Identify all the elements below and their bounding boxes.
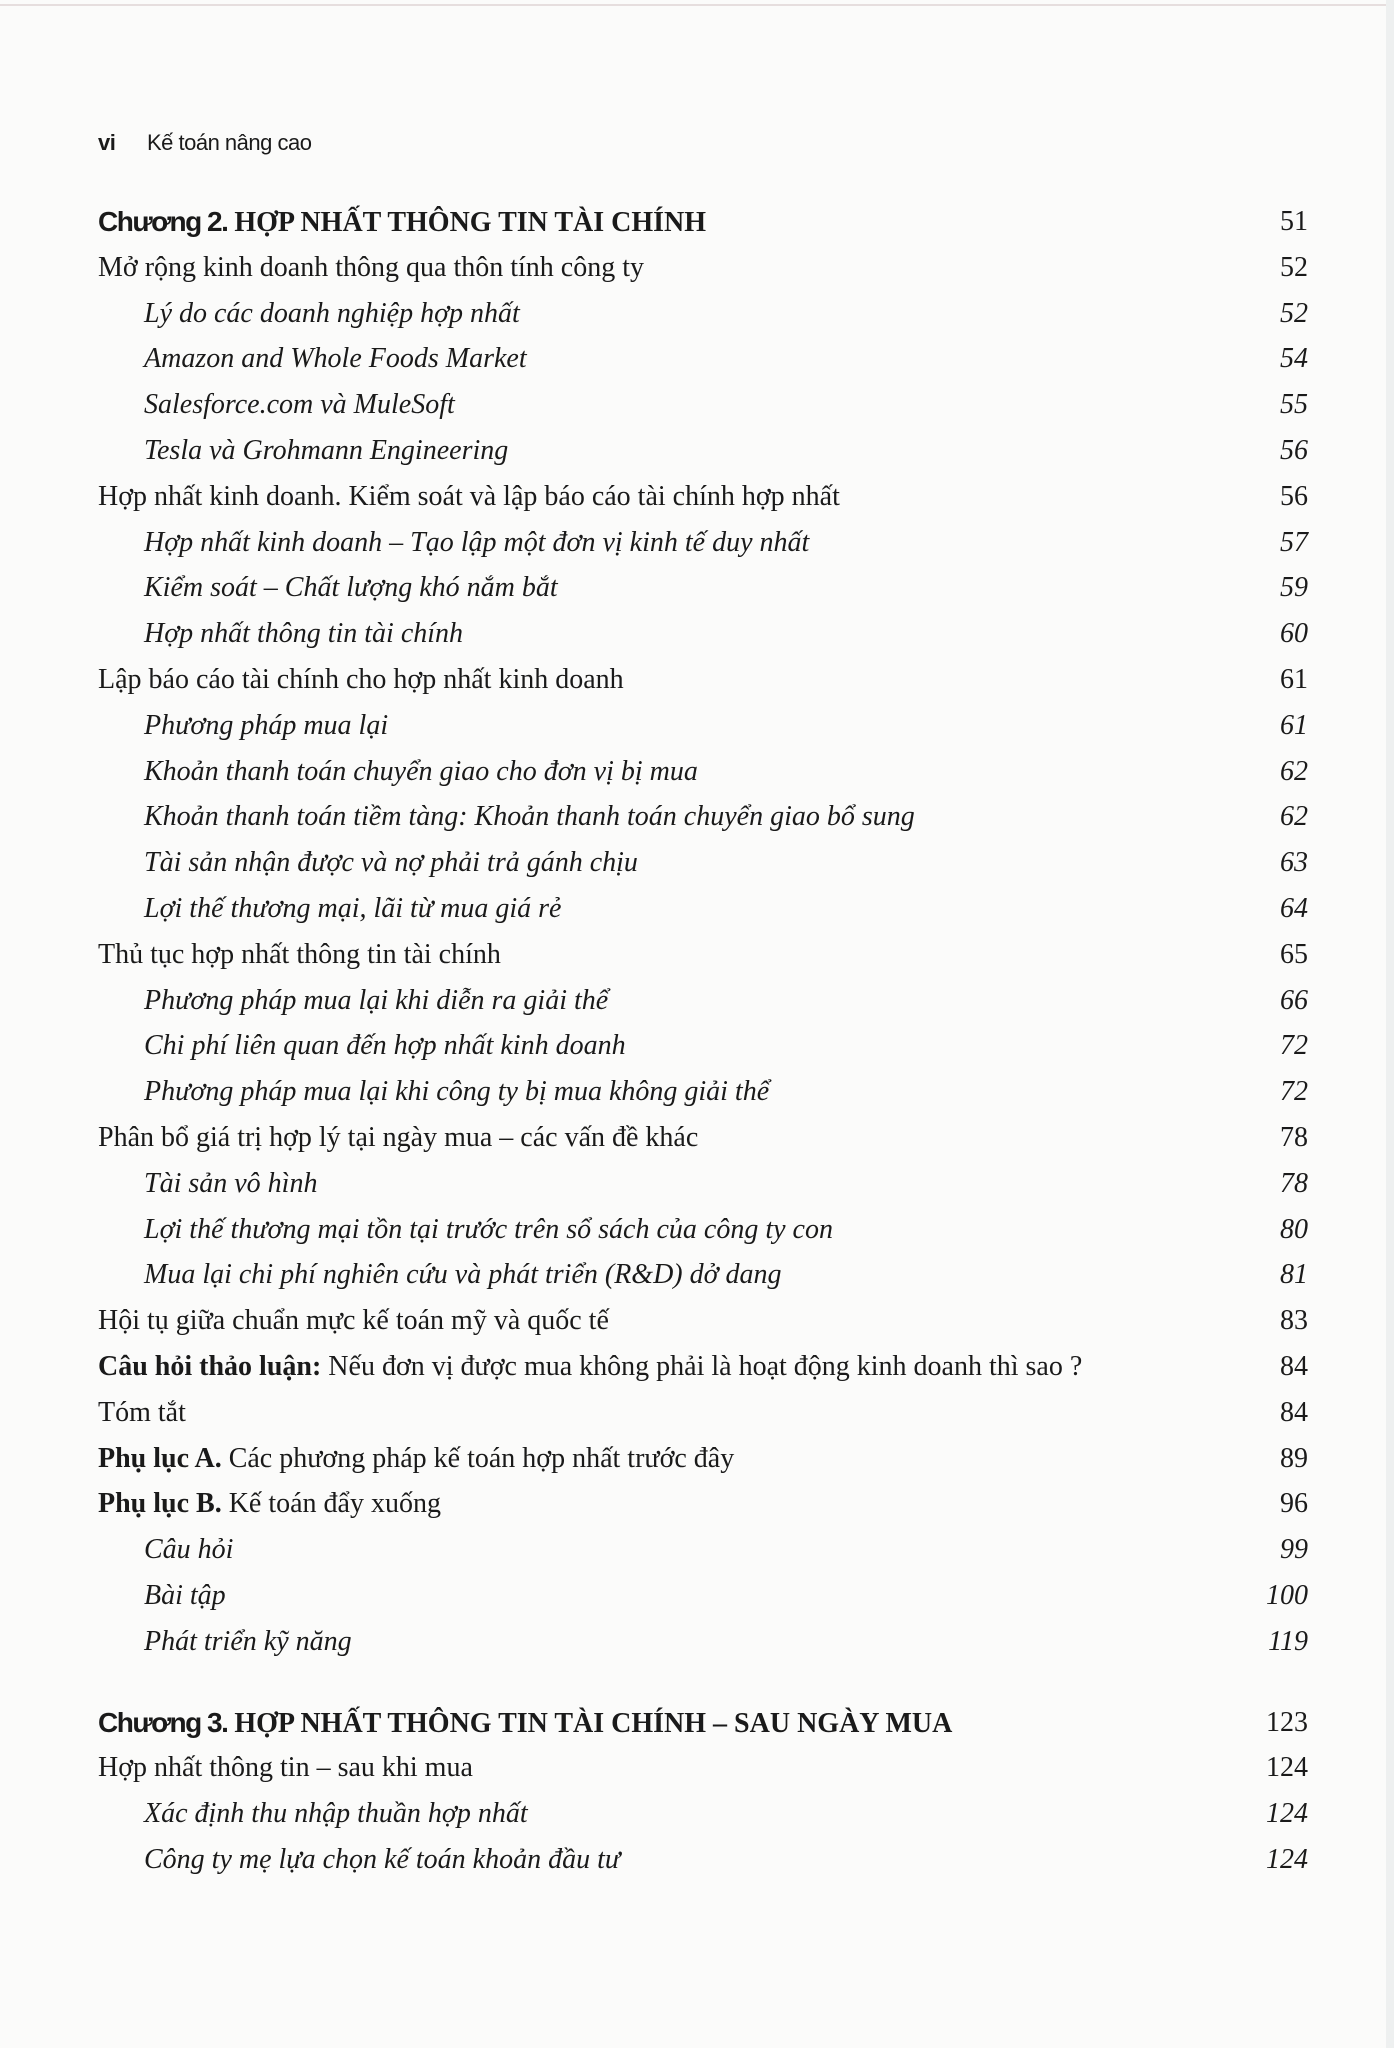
chapter-name: HỢP NHẤT THÔNG TIN TÀI CHÍNH – SAU NGÀY MUA <box>234 1707 953 1739</box>
toc-entry-page-number: 89 <box>1280 1442 1308 1474</box>
toc-entry-page-number: 54 <box>1280 343 1308 375</box>
toc-entry <box>98 1207 1308 1253</box>
toc-entry <box>98 1069 1308 1115</box>
chapter-label: Chương 3. <box>98 1706 228 1738</box>
toc-entry-title <box>98 1344 1082 1390</box>
toc-entry-title <box>98 1390 186 1436</box>
toc-entry <box>98 611 1308 657</box>
toc-entry <box>98 245 1308 291</box>
toc-entry-text: Mua lại chi phí nghiên cứu và phát triển (R&D) dở dang <box>144 1259 782 1291</box>
toc-entry <box>98 978 1308 1024</box>
toc-entry-text: Câu hỏi <box>144 1534 234 1566</box>
toc-entry-title <box>144 1573 226 1619</box>
toc-entry-title <box>144 520 809 566</box>
toc-entry-bold-label: Câu hỏi thảo luận: <box>98 1350 322 1382</box>
toc-entry <box>98 1837 1308 1883</box>
toc-entry-title <box>98 245 644 291</box>
toc-entry-title <box>144 382 455 428</box>
toc-entry-title <box>144 840 638 886</box>
toc-entry-text: Xác định thu nhập thuần hợp nhất <box>144 1798 528 1830</box>
toc-entry-page-number: 62 <box>1280 801 1308 833</box>
toc-entry-title <box>144 1837 620 1883</box>
header-page-number: vi <box>98 130 116 155</box>
toc-entry-title <box>144 978 608 1024</box>
toc-entry-title <box>144 1069 769 1115</box>
toc-entry-page-number: 56 <box>1280 434 1308 466</box>
toc-entry-page-number: 65 <box>1280 938 1308 970</box>
toc-entry-page-number: 124 <box>1266 1752 1308 1784</box>
toc-entry-page-number: 60 <box>1280 618 1308 650</box>
toc-entry-title <box>144 749 698 795</box>
toc-entry-page-number: 62 <box>1280 755 1308 787</box>
chapter-title <box>98 199 706 246</box>
toc-entry-page-number: 63 <box>1280 847 1308 879</box>
toc-entry-page-number: 83 <box>1280 1305 1308 1337</box>
toc-entry <box>98 657 1308 703</box>
toc-entry <box>98 382 1308 428</box>
toc-entry-page-number: 96 <box>1280 1488 1308 1520</box>
toc-entry <box>98 520 1308 566</box>
header-book-title: Kế toán nâng cao <box>146 130 312 155</box>
toc-entry-page-number: 84 <box>1280 1350 1308 1382</box>
toc-entry <box>98 565 1308 611</box>
toc-entry-text: Công ty mẹ lựa chọn kế toán khoản đầu tư <box>144 1843 621 1875</box>
toc-entry-title <box>144 1791 528 1837</box>
toc-entry-title <box>144 1252 782 1298</box>
toc-entry-text: Tesla và Grohmann Engineering <box>144 434 509 466</box>
toc-entry <box>98 474 1308 520</box>
toc-entry <box>98 1298 1308 1344</box>
toc-entry <box>98 703 1308 749</box>
toc-entry <box>98 840 1308 886</box>
toc-entry-page-number: 57 <box>1280 526 1308 558</box>
toc-entry-page-number: 99 <box>1280 1534 1308 1566</box>
chapter-page-number: 51 <box>1280 206 1308 237</box>
toc-entry-text: Kiểm soát – Chất lượng khó nắm bắt <box>144 572 558 604</box>
toc-entry <box>98 794 1308 840</box>
toc-entry-page-number: 59 <box>1280 572 1308 604</box>
toc-entry-text: Lợi thế thương mại, lãi từ mua giá rẻ <box>144 892 562 924</box>
toc-entry-title <box>98 1115 698 1161</box>
toc-entry-title <box>98 1436 734 1482</box>
toc-entry-title <box>144 794 915 840</box>
chapter-name: HỢP NHẤT THÔNG TIN TÀI CHÍNH <box>234 207 707 238</box>
toc-entry-page-number: 64 <box>1280 892 1308 924</box>
toc-entry-text: Khoản thanh toán tiềm tàng: Khoản thanh toán chuyển giao bổ sung <box>144 801 915 833</box>
toc-entry-title <box>144 565 558 611</box>
toc-entry-text: Kế toán đẩy xuống <box>221 1488 441 1520</box>
toc-entry-title <box>98 1298 609 1344</box>
toc-entry-page-number: 119 <box>1268 1625 1308 1657</box>
toc-entry-page-number: 78 <box>1280 1121 1308 1153</box>
toc-entry-title <box>144 291 520 337</box>
toc-entry-page-number: 81 <box>1280 1259 1308 1291</box>
toc-entry <box>98 1527 1308 1573</box>
toc-entry-page-number: 52 <box>1280 297 1308 329</box>
toc-entry-page-number: 100 <box>1266 1579 1308 1611</box>
toc-entry-page-number: 72 <box>1280 1076 1308 1108</box>
toc-entry-title <box>144 611 463 657</box>
toc-entry-page-number: 72 <box>1280 1030 1308 1062</box>
toc-entry-text: Khoản thanh toán chuyển giao cho đơn vị bị mua <box>144 755 698 787</box>
toc-entry-title <box>144 1619 352 1665</box>
toc-entry-page-number: 84 <box>1280 1396 1308 1428</box>
toc-entry-title <box>98 1745 473 1791</box>
toc-entry-text: Amazon and Whole Foods Market <box>144 343 527 375</box>
toc-entry-text: Phương pháp mua lại khi công ty bị mua không giải thể <box>144 1076 770 1108</box>
page-right-edge <box>1386 0 1394 2048</box>
toc-entry-page-number: 80 <box>1280 1213 1308 1245</box>
toc-entry-text: Hội tụ giữa chuẩn mực kế toán mỹ và quốc tế <box>98 1305 609 1337</box>
toc-entry-page-number: 61 <box>1280 663 1308 695</box>
toc-entry-text: Thủ tục hợp nhất thông tin tài chính <box>98 938 501 970</box>
toc-entry-text: Phương pháp mua lại <box>144 709 389 741</box>
toc-entry <box>98 428 1308 474</box>
toc-entry-title <box>98 657 624 703</box>
toc-entry-title <box>144 1527 233 1573</box>
toc-entry <box>98 336 1308 382</box>
toc-entry-text: Tài sản vô hình <box>144 1167 318 1199</box>
toc-entry-text: Tài sản nhận được và nợ phải trả gánh chịu <box>144 847 638 879</box>
toc-entry-text: Hợp nhất kinh doanh. Kiểm soát và lập báo cáo tài chính hợp nhất <box>98 480 840 512</box>
toc-entry-text: Nếu đơn vị được mua không phải là hoạt động kinh doanh thì sao ? <box>321 1350 1083 1382</box>
toc-entry <box>98 1481 1308 1527</box>
toc-entry-title <box>144 1207 833 1253</box>
toc-entry-title <box>98 1481 441 1527</box>
toc-entry-text: Các phương pháp kế toán hợp nhất trước đây <box>221 1442 735 1474</box>
toc-entry-title <box>98 474 840 520</box>
toc-entry <box>98 1573 1308 1619</box>
toc-entry <box>98 1115 1308 1161</box>
chapter-gap <box>98 1665 1308 1700</box>
toc-entry-title <box>144 428 508 474</box>
toc-entry <box>98 1619 1308 1665</box>
table-of-contents <box>98 199 1308 1883</box>
toc-entry-title <box>144 336 527 382</box>
toc-entry-page-number: 56 <box>1280 480 1308 512</box>
toc-entry-text: Phân bổ giá trị hợp lý tại ngày mua – các vấn đề khác <box>98 1121 699 1153</box>
toc-entry-text: Chi phí liên quan đến hợp nhất kinh doanh <box>144 1030 626 1062</box>
toc-entry-bold-label: Phụ lục B. <box>98 1488 222 1520</box>
toc-entry <box>98 932 1308 978</box>
toc-entry-page-number: 52 <box>1280 251 1308 283</box>
toc-entry-bold-label: Phụ lục A. <box>98 1442 222 1474</box>
toc-entry-text: Hợp nhất thông tin tài chính <box>144 618 464 650</box>
toc-entry <box>98 1023 1308 1069</box>
toc-entry <box>98 1436 1308 1482</box>
toc-entry <box>98 886 1308 932</box>
toc-entry-page-number: 61 <box>1280 709 1308 741</box>
toc-entry-text: Lý do các doanh nghiệp hợp nhất <box>144 297 520 329</box>
toc-entry-title <box>144 1161 317 1207</box>
toc-entry <box>98 1745 1308 1791</box>
toc-entry-title <box>98 932 501 978</box>
toc-entry-page-number: 124 <box>1266 1798 1308 1830</box>
toc-chapter-heading <box>98 199 1308 245</box>
toc-entry-page-number: 55 <box>1280 389 1308 421</box>
toc-entry <box>98 1390 1308 1436</box>
toc-entry <box>98 291 1308 337</box>
toc-entry-title <box>144 703 388 749</box>
toc-entry-title <box>144 886 561 932</box>
toc-entry-title <box>144 1023 626 1069</box>
toc-entry-text: Mở rộng kinh doanh thông qua thôn tính công ty <box>98 251 644 283</box>
toc-entry-text: Lập báo cáo tài chính cho hợp nhất kinh doanh <box>98 663 624 695</box>
toc-entry-text: Bài tập <box>144 1579 226 1611</box>
toc-entry-page-number: 78 <box>1280 1167 1308 1199</box>
chapter-page-number: 123 <box>1266 1706 1308 1738</box>
toc-entry <box>98 1161 1308 1207</box>
toc-entry <box>98 1252 1308 1298</box>
toc-entry <box>98 1791 1308 1837</box>
toc-chapter-heading <box>98 1700 1308 1746</box>
toc-entry-text: Tóm tắt <box>98 1396 186 1428</box>
page-top-edge <box>0 4 1394 6</box>
toc-entry-text: Phương pháp mua lại khi diễn ra giải thể <box>144 984 609 1016</box>
toc-entry-text: Lợi thế thương mại tồn tại trước trên sổ sách của công ty con <box>144 1213 833 1245</box>
chapter-title <box>98 1700 952 1747</box>
toc-entry-page-number: 124 <box>1266 1843 1308 1875</box>
chapter-label: Chương 2. <box>98 206 228 237</box>
toc-entry <box>98 749 1308 795</box>
toc-entry-text: Hợp nhất thông tin – sau khi mua <box>98 1752 473 1784</box>
toc-entry-text: Hợp nhất kinh doanh – Tạo lập một đơn vị kinh tế duy nhất <box>144 526 810 558</box>
toc-entry-text: Salesforce.com và MuleSoft <box>144 389 455 421</box>
running-header <box>98 130 311 156</box>
toc-entry-text: Phát triển kỹ năng <box>144 1625 352 1657</box>
toc-entry-page-number: 66 <box>1280 984 1308 1016</box>
toc-entry <box>98 1344 1308 1390</box>
